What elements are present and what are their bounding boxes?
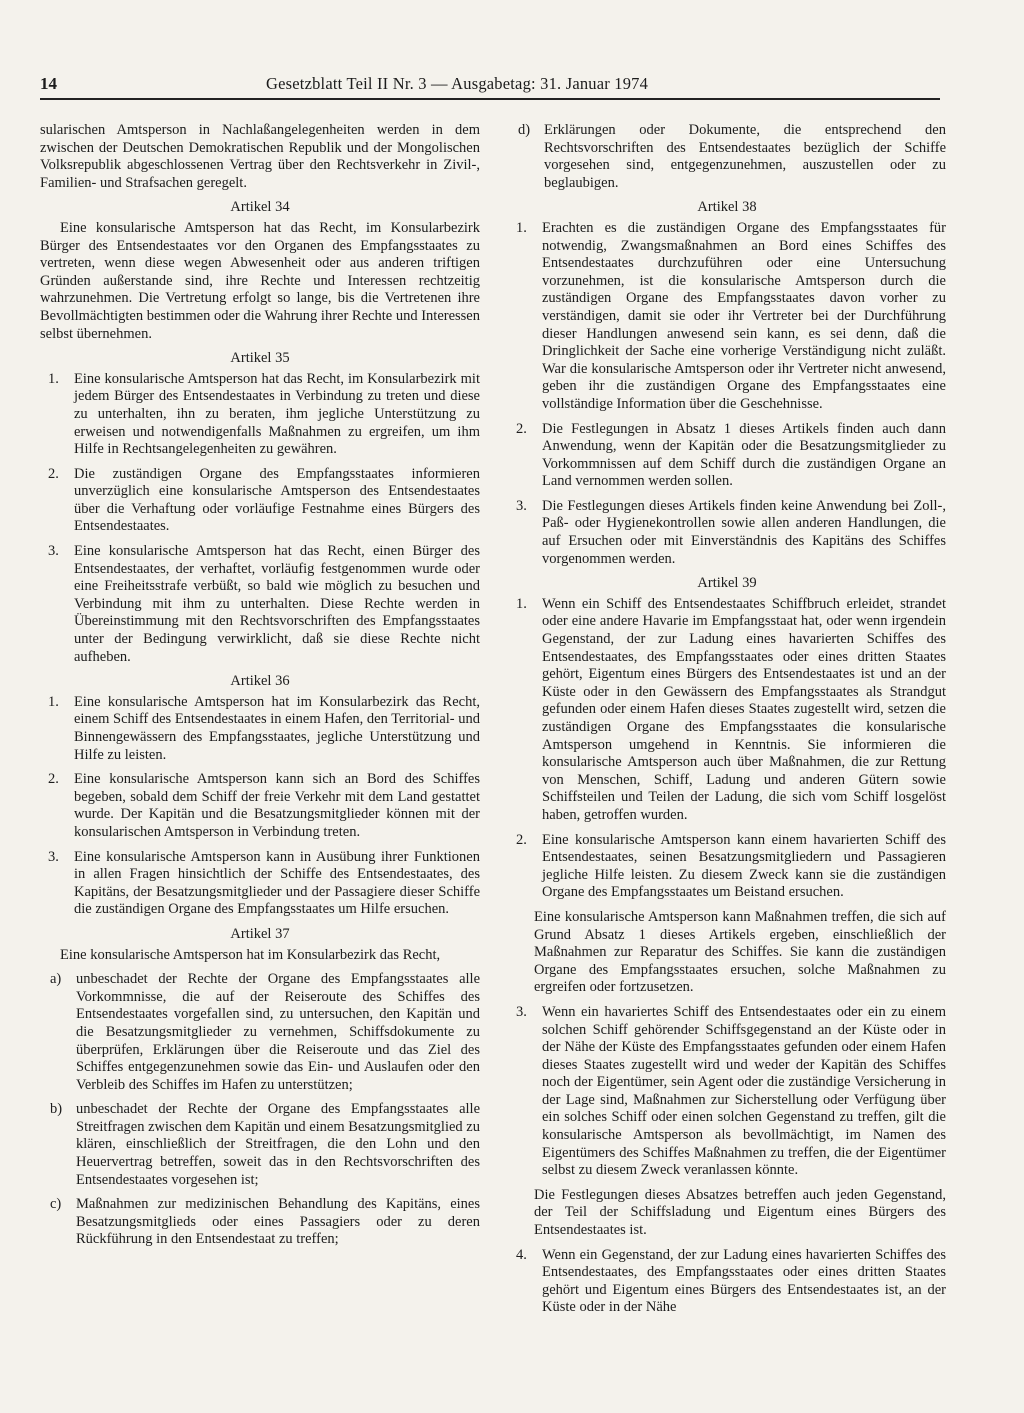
item-number: 4.	[516, 1246, 527, 1263]
article-38-item-2	[508, 421, 946, 491]
item-letter: d)	[518, 122, 531, 138]
item-number: 2.	[516, 420, 527, 437]
article-39-item-2-continuation: Eine konsularische Amtsperson kann Maßnahmen treffen, die sich auf Grund Absatz 1 dieses Artikels ergeben, einschließlich der Maßnahmen zur Reparatur des Schiffes. Sie kann die zuständigen Organe des Empfangsstaates ersuchen, solche Maßnahmen zu ergreifen oder fortzusetzen.	[534, 908, 946, 996]
intro-paragraph: sularischen Amtsperson in Nachlaßangelegenheiten werden in dem zwischen der Deutschen Demokratischen Republik und der Mongolischen Volksrepublik abgeschlossenen Vertrag über den Rechtsverkehr in Zivil-, Familien- und Strafsachen geregelt.	[40, 122, 480, 191]
article-35-item-1	[40, 371, 480, 459]
article-37-item-c	[40, 1196, 480, 1249]
item-text: Maßnahmen zur medizinischen Behandlung des Kapitäns, eines Besatzungsmitglieds oder eines Passagiers oder zu deren Rückführung in den Entsendestaat zu treffen;	[76, 1196, 480, 1248]
article-38-item-3	[508, 498, 946, 568]
article-37-heading: Artikel 37	[230, 925, 290, 942]
right-column	[508, 122, 946, 1324]
item-text: Erklärungen oder Dokumente, die entsprechend den Rechtsvorschriften des Entsendestaates bezüglich der Schiffe vorgesehen sind, entgegenzunehmen, auszustellen oder zu beglaubigen.	[544, 122, 946, 191]
item-text: Wenn ein havariertes Schiff des Entsendestaates oder ein zu einem solchen Schiff gehörender Schiffsgegenstand an der Küste oder in der Nähe der Küste des Empfangsstaates gefunden oder einem Hafen dieses Staates zugestellt wird und weder der Kapitän des Schiffes noch der Eigentümer, sein Agent oder die zuständige Versicherung in der Lage sind, Maßnahmen zur Sicherstellung oder Verfügung über ein solches Schiff oder einen solchen Gegenstand zu treffen, gilt die konsularische Amtsperson als bevollmächtigt, im Namen des Eigentümers des Schiffes Maßnahmen zu treffen, die der Eigentümer selbst zu diesem Zweck veranlassen könnte.	[542, 1003, 946, 1179]
article-36-item-2	[40, 771, 480, 841]
article-36-item-1	[40, 694, 480, 764]
item-letter: a)	[50, 971, 62, 988]
item-number: 2.	[48, 465, 59, 482]
item-number: 3.	[48, 543, 59, 560]
article-39-item-4	[508, 1247, 946, 1317]
item-text: Wenn ein Schiff des Entsendestaates Schiffbruch erleidet, strandet oder eine andere Havarie im Empfangsstaat hat, oder wenn irgendein Gegenstand, der zur Ladung eines havarierten Schiffes des Entsendestaates, des Empfangsstaates oder eines dritten Staates gehört, Eigentum eines Bürgers des Entsendestaates ist und an der Küste oder in den Gewässern des Empfangsstaates als Strandgut gefunden oder einem Hafen dieses Staates zugestellt wird, setzen die zuständigen Organe des Empfangsstaates die konsularische Amtsperson umgehend in Kenntnis. Sie informieren die konsularische Amtsperson auch über Maßnahmen, die zur Rettung von Menschen, Schiff, Ladung und anderen Gütern sowie Schiffsteilen und Teilen der Ladung, die sich vom Schiff losgelöst haben, getroffen wurden.	[542, 595, 946, 823]
article-39-item-2	[508, 832, 946, 902]
article-36-heading: Artikel 36	[230, 673, 290, 690]
article-34-heading: Artikel 34	[230, 199, 290, 216]
article-38-item-1	[508, 220, 946, 414]
item-text: Die zuständigen Organe des Empfangsstaates informieren unverzüglich eine konsularische Amtsperson des Entsendestaates über die Verhaftung oder vorläufige Festnahme eines Bürgers des Entsendestaates.	[74, 465, 480, 535]
item-number: 1.	[48, 370, 59, 387]
article-39-item-1	[508, 596, 946, 825]
article-35-heading: Artikel 35	[230, 350, 290, 367]
item-number: 1.	[48, 693, 59, 710]
page-number: 14	[40, 74, 57, 93]
left-column	[40, 122, 480, 1256]
item-letter: b)	[50, 1101, 63, 1118]
item-text: unbeschadet der Rechte der Organe des Empfangsstaates alle Streitfragen zwischen dem Kapitän und einem Besatzungsmitglied zu klären, einschließlich der Streitfragen, die den Lohn und den Heuervertrag betreffen, soweit das in den Rechtsvorschriften des Entsendestaates vorgesehen ist;	[76, 1101, 480, 1188]
article-37-item-b	[40, 1101, 480, 1189]
item-number: 3.	[48, 848, 59, 865]
article-39-item-3-continuation: Die Festlegungen dieses Absatzes betreffen auch jeden Gegenstand, der Teil der Schiffsladung und Eigentum eines Bürgers des Entsendestaates ist.	[534, 1186, 946, 1239]
item-text: Eine konsularische Amtsperson hat das Recht, einen Bürger des Entsendestaates, der verhaftet, vorläufig festgenommen wurde oder eine Freiheitsstrafe verbüßt, so bald wie möglich zu besuchen und Verbindung mit ihm zu unterhalten. Diese Rechte werden in Übereinstimmung mit den Rechtsvorschriften des Empfangsstaates unter der Bedingung verwirklicht, daß sie diese Rechte nicht aufheben.	[74, 543, 480, 665]
page-header	[40, 74, 940, 100]
item-text: unbeschadet der Rechte der Organe des Empfangsstaates alle Vorkommnisse, die auf der Reiseroute des Schiffes des Entsendestaates vorgefallen sind, zu untersuchen, den Kapitän und die Besatzungsmitglieder zu vernehmen, Schiffsdokumente zu überprüfen, Erklärungen über die Reiseroute und das Ziel des Schiffes entgegenzunehmen sowie das Ein- und Auslaufen oder den Verbleib des Schiffes im Hafen zu unterstützen;	[76, 971, 480, 1093]
item-number: 1.	[516, 595, 527, 612]
article-38-heading: Artikel 38	[697, 199, 757, 216]
item-text: Die Festlegungen in Absatz 1 dieses Artikels finden auch dann Anwendung, wenn der Kapitän oder die Besatzungsmitglieder zu Vorkommnissen auf dem Schiff durch die zuständigen Organe an Land vernommen werden sollen.	[542, 420, 946, 490]
article-37-item-d	[508, 122, 946, 192]
item-text: Wenn ein Gegenstand, der zur Ladung eines havarierten Schiffes des Entsendestaates, des Empfangsstaates oder eines dritten Staates gehört und Eigentum eines Bürgers des Entsendestaates ist, an der Küste oder in der Nähe	[542, 1246, 946, 1316]
item-letter: c)	[50, 1196, 62, 1213]
item-number: 3.	[516, 1003, 527, 1020]
item-text: Eine konsularische Amtsperson hat das Recht, im Konsularbezirk mit jedem Bürger des Entsendestaates in Verbindung zu treten und diese zu unterhalten, ihn zu beraten, ihm jegliche Unterstützung zu erweisen und notwendigenfalls Maßnahmen zu ergreifen, um ihm Hilfe in Rechtsangelegenheiten zu gewähren.	[74, 370, 480, 458]
article-35-item-2	[40, 466, 480, 536]
item-number: 2.	[516, 831, 527, 848]
article-36-item-3	[40, 849, 480, 919]
article-37-item-a	[40, 971, 480, 1094]
item-text: Eine konsularische Amtsperson hat im Konsularbezirk das Recht, einem Schiff des Entsendestaates in einem Hafen, den Territorial- und Binnengewässern des Empfangsstaates, jegliche Unterstützung und Hilfe zu leisten.	[74, 693, 480, 763]
article-37-intro: Eine konsularische Amtsperson hat im Konsularbezirk das Recht,	[60, 946, 441, 963]
article-39-heading: Artikel 39	[697, 575, 757, 592]
article-34-text: Eine konsularische Amtsperson hat das Recht, im Konsularbezirk Bürger des Entsendestaates vor den Organen des Empfangsstaates zu vertreten, wenn diese wegen Abwesenheit oder aus anderen triftigen Gründen außerstande sind, ihre Rechte und Interessen rechtzeitig wahrzunehmen. Die Vertretung erfolgt so lange, bis die Vertretenen ihre Bevollmächtigten bestimmen oder die Wahrung ihrer Rechte und Interessen selbst übernehmen.	[40, 219, 480, 342]
article-35-item-3	[40, 543, 480, 666]
header-title: Gesetzblatt Teil II Nr. 3 — Ausgabetag: 31. Januar 1974	[266, 74, 649, 93]
item-text: Erachten es die zuständigen Organe des Empfangsstaates für notwendig, Zwangsmaßnahmen an Bord eines Schiffes des Entsendestaates durchzuführen oder eine Untersuchung vorzunehmen, ist die konsularische Amtsperson durch die zuständigen Organe des Empfangsstaates davon vorher zu verständigen, damit sie oder ihr Vertreter bei der Durchführung dieser Handlungen anwesend sein kann, es sei denn, daß die Dringlichkeit der Sache eine vorherige Verständigung nicht zuläßt. War die konsularische Amtsperson oder ihr Vertreter nicht anwesend, geben ihr die zuständigen Organe des Empfangsstaates eine vollständige Information über die Geschehnisse.	[542, 219, 946, 412]
item-text: Eine konsularische Amtsperson kann in Ausübung ihrer Funktionen in allen Fragen hinsichtlich der Schiffe des Entsendestaates, des Kapitäns, der Besatzungsmitglieder und der Passagiere dieser Schiffe die zuständigen Organe des Empfangsstaates um Hilfe ersuchen.	[74, 848, 480, 918]
item-number: 1.	[516, 219, 527, 236]
item-text: Eine konsularische Amtsperson kann sich an Bord des Schiffes begeben, sobald dem Schiff der freie Verkehr mit dem Land gestattet wurde. Der Kapitän und die Besatzungsmitglieder können mit der konsularischen Amtsperson in Verbindung treten.	[74, 771, 480, 840]
item-number: 2.	[48, 771, 59, 788]
item-text: Eine konsularische Amtsperson kann einem havarierten Schiff des Entsendestaates, seinen Besatzungsmitgliedern und Passagieren jegliche Hilfe leisten. Zu diesem Zweck kann sie die zuständigen Organe des Empfangsstaates um Beistand ersuchen.	[542, 831, 946, 901]
item-number: 3.	[516, 497, 527, 514]
item-text: Die Festlegungen dieses Artikels finden keine Anwendung bei Zoll-, Paß- oder Hygienekontrollen sowie allen anderen Handlungen, die auf Ersuchen oder mit Einverständnis des Kapitäns des Schiffes vorgenommen werden.	[542, 497, 946, 567]
article-39-item-3	[508, 1004, 946, 1180]
